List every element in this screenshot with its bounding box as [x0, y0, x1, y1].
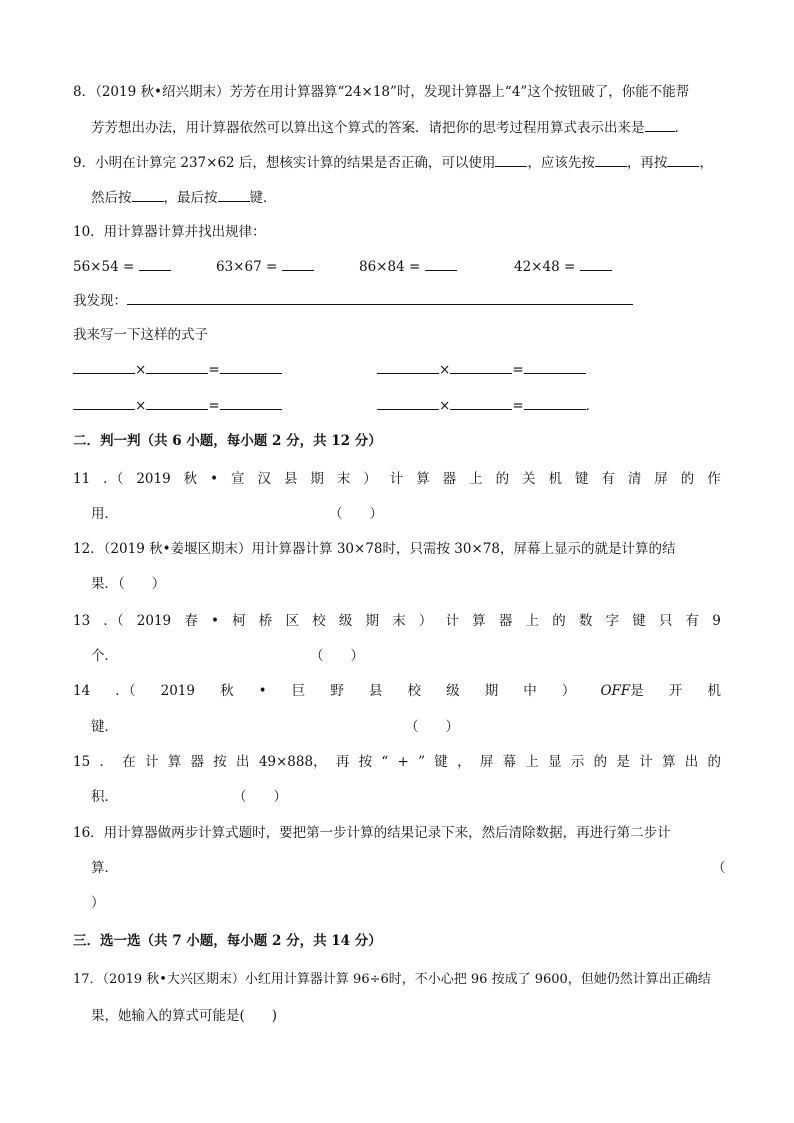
- q14-answer-paren[interactable]: （ ）: [405, 719, 459, 735]
- q15-token: 键: [434, 754, 448, 770]
- q10-blank-c3[interactable]: [220, 395, 282, 410]
- q14-token: 机: [707, 683, 721, 699]
- q14-token: •: [258, 683, 267, 699]
- q13-token: 计: [445, 613, 459, 629]
- q9-blank-third[interactable]: [132, 187, 164, 202]
- q11-token: 清: [627, 471, 642, 487]
- q15-token: 再: [335, 754, 350, 770]
- q10-title: 10．用计算器计算并找出规律：: [73, 224, 266, 240]
- q15-token: ”: [418, 754, 426, 770]
- q15-token: 屏: [479, 754, 494, 770]
- q13-token: 校: [312, 613, 326, 629]
- q11-token: 计: [389, 471, 404, 487]
- q11-token: 末: [336, 471, 351, 487]
- q14-token: 巨: [291, 683, 306, 699]
- q15-token: 出: [236, 754, 250, 770]
- q10-write-row2-right: [377, 395, 599, 416]
- q13-token: 期: [365, 613, 379, 629]
- q15-token: 的: [707, 754, 721, 770]
- q13-token: 末: [392, 613, 406, 629]
- q10-blank-b2[interactable]: [450, 359, 512, 374]
- q14-token: 校: [407, 683, 422, 699]
- q16-paren-open[interactable]: （: [712, 860, 726, 876]
- q15-token: 计: [144, 754, 159, 770]
- q14-line1: [73, 681, 721, 701]
- q16-line1: 16．用计算器做两步计算式题时，要把第一步计算的结果记录下来，然后清除数据，再进行第二步计: [73, 825, 671, 841]
- q14-token: 县: [368, 683, 383, 699]
- q10-found: [73, 290, 633, 311]
- q11-token: 的: [495, 471, 510, 487]
- q10-expr-2-text: 63×67 =: [216, 259, 278, 275]
- q14-line2: 键．: [91, 719, 118, 735]
- q14-token: 14: [73, 683, 91, 699]
- q10-blank-a3[interactable]: [220, 359, 282, 374]
- q13-token: 区: [285, 613, 299, 629]
- q9-text-7: 键．: [249, 190, 277, 206]
- q14-token: 开: [668, 683, 683, 699]
- q15-token: 器: [190, 754, 205, 770]
- q15-token: 49×888，: [258, 754, 327, 770]
- q15-token: ．: [99, 754, 113, 770]
- q15-token: +: [397, 754, 409, 770]
- q10-blank-d2[interactable]: [450, 395, 512, 410]
- q13-token: 器: [498, 613, 513, 629]
- q8-line2: [91, 117, 688, 138]
- q10-expr-1: [73, 256, 171, 277]
- q10-expr-4-text: 42×48 =: [514, 259, 576, 275]
- q15-token: 幕: [502, 754, 517, 770]
- q11-token: 秋: [183, 471, 198, 487]
- q13-token: 键: [632, 613, 646, 629]
- q9-text-4: ，: [699, 155, 713, 171]
- times-sign: ×: [439, 362, 451, 378]
- q15-line1: [73, 752, 721, 772]
- q13-token: ．（: [103, 613, 124, 629]
- q11-line2: 用．: [91, 506, 118, 522]
- q10-expr-2: [216, 256, 314, 277]
- q10-write-row2-left: [73, 395, 282, 416]
- q13-token: 的: [552, 613, 566, 629]
- q10-expr-1-blank[interactable]: [139, 256, 171, 271]
- q15-token: 是: [616, 754, 630, 770]
- equals-sign: =: [208, 398, 220, 414]
- q15-line2: 积．: [91, 789, 118, 805]
- q14-token: OFF是: [600, 683, 644, 699]
- q9-blank-first[interactable]: [595, 152, 627, 167]
- q13-token: 上: [525, 613, 540, 629]
- q10-blank-d1[interactable]: [377, 395, 439, 410]
- q10-blank-c2[interactable]: [146, 395, 208, 410]
- q11-token: 器: [442, 471, 457, 487]
- q11-token: 机: [548, 471, 562, 487]
- q13-line1: [73, 611, 721, 631]
- q15-token: 按: [358, 754, 373, 770]
- q11-token: 屏: [654, 471, 668, 487]
- q15-token: 上: [525, 754, 539, 770]
- section3-title: 三．选一选（共 7 小题，每小题 2 分，共 14 分）: [73, 933, 382, 949]
- q13-token: 春: [184, 613, 198, 629]
- q13-token: ）: [418, 613, 433, 629]
- times-sign: ×: [439, 398, 451, 414]
- q10-expr-3-text: 86×84 =: [359, 259, 421, 275]
- equals-sign: =: [512, 362, 524, 378]
- q10-expr-3: [359, 256, 457, 277]
- q15-token: 出: [684, 754, 699, 770]
- times-sign: ×: [135, 362, 147, 378]
- q13-answer-paren[interactable]: （ ）: [310, 648, 364, 664]
- q8-answer-blank[interactable]: [645, 117, 675, 132]
- q10-expr-4: [514, 256, 612, 277]
- q11-token: ．（: [103, 471, 124, 487]
- q14-token: 中: [523, 683, 537, 699]
- q10-found-label: 我发现：: [73, 293, 127, 309]
- q11-token: 键: [574, 471, 589, 487]
- q11-answer-paren[interactable]: （ ）: [329, 506, 383, 522]
- q9-text-6: ，最后按: [163, 190, 218, 206]
- q10-period: ．: [585, 398, 600, 414]
- q9-blank-last[interactable]: [218, 187, 250, 202]
- q11-token: 11: [73, 471, 91, 487]
- q15-token: 显: [548, 754, 562, 770]
- q10-expr-2-blank[interactable]: [282, 256, 314, 271]
- q13-token: •: [210, 613, 219, 629]
- q14-token: 2019: [160, 683, 195, 699]
- q16-line2: 算．: [91, 860, 118, 876]
- q15-token: 示: [570, 754, 585, 770]
- q13-token: 只: [658, 613, 673, 629]
- q14-token: 期: [484, 683, 499, 699]
- q10-found-blank[interactable]: [127, 290, 633, 305]
- q14-token: 野: [330, 683, 344, 699]
- q16-paren-close[interactable]: ）: [91, 895, 105, 911]
- q11-token: 的: [680, 471, 695, 487]
- q8-end: ．: [674, 120, 688, 136]
- q9-blank-second[interactable]: [667, 152, 699, 167]
- q15-token: 算: [661, 754, 676, 770]
- q10-expr-4-blank[interactable]: [580, 256, 612, 271]
- q9-blank-tool[interactable]: [495, 152, 527, 167]
- q10-blank-a2[interactable]: [146, 359, 208, 374]
- q15-token: 算: [167, 754, 182, 770]
- equals-sign: =: [512, 398, 524, 414]
- q14-token: 级: [446, 683, 460, 699]
- q10-blank-a1[interactable]: [73, 359, 135, 374]
- q15-token: “: [381, 754, 389, 770]
- q9-line1: [73, 152, 713, 173]
- q11-token: 有: [601, 471, 615, 487]
- q9-text-1: 9．小明在计算完 237×62 后，想核实计算的结果是否正确，可以使用: [73, 155, 496, 171]
- q11-line1: [73, 469, 721, 489]
- q15-token: ，: [457, 754, 471, 770]
- q13-token: 数: [578, 613, 593, 629]
- q17-line2[interactable]: 果，她输入的算式可能是( ): [91, 1008, 278, 1024]
- q13-token: 柯: [232, 613, 246, 629]
- q15-token: 按: [213, 754, 227, 770]
- q10-blank-b3[interactable]: [524, 359, 586, 374]
- q13-token: 桥: [258, 613, 273, 629]
- q13-token: 字: [605, 613, 620, 629]
- section2-title: 二．判一判（共 6 小题，每小题 2 分，共 12 分）: [73, 433, 382, 449]
- q12-line2[interactable]: 果．（ ）: [91, 576, 166, 592]
- q14-token: ）: [561, 683, 576, 699]
- q11-token: 期: [310, 471, 324, 487]
- q11-token: ）: [363, 471, 377, 487]
- q10-blank-d3[interactable]: [524, 395, 586, 410]
- q10-expr-1-text: 56×54 =: [73, 259, 135, 275]
- q10-expr-3-blank[interactable]: [425, 256, 457, 271]
- q12-line1: 12．（2019 秋•姜堰区期末）用计算器计算 30×78时，只需按 30×78，屏幕上显示的就是计算的结: [73, 541, 676, 557]
- q11-token: 作: [707, 471, 721, 487]
- q15-token: 计: [639, 754, 653, 770]
- q11-token: 2019: [136, 471, 171, 487]
- q13-token: 级: [338, 613, 353, 629]
- q14-token: ．（: [115, 683, 136, 699]
- q13-token: 2019: [136, 613, 172, 629]
- q14-token: 秋: [220, 683, 234, 699]
- q11-token: 关: [522, 471, 536, 487]
- q10-blank-b1[interactable]: [377, 359, 439, 374]
- q10-blank-c1[interactable]: [73, 395, 135, 410]
- q11-token: 宣: [231, 471, 245, 487]
- q8-line1: 8．（2019 秋•绍兴期末）芳芳在用计算器算“24×18”时，发现计算器上“4”这个按钮破了，你能不能帮: [73, 84, 690, 100]
- q10-write-row1-left: [73, 359, 282, 380]
- q9-text-5: 然后按: [91, 190, 132, 206]
- q8-text: 芳芳想出办法，用计算器依然可以算出这个算式的答案．请把你的思考过程用算式表示出来是: [91, 120, 645, 136]
- q9-text-2: ，应该先按: [527, 155, 595, 171]
- q11-token: •: [210, 471, 219, 487]
- q10-write-row1-right: [377, 359, 586, 380]
- q13-token: 13: [73, 613, 91, 629]
- q11-token: 汉: [257, 471, 271, 487]
- q13-token: 算: [472, 613, 486, 629]
- q15-token: 15: [73, 754, 91, 770]
- q11-token: 上: [469, 471, 483, 487]
- q13-token: 有: [685, 613, 700, 629]
- q11-token: 算: [416, 471, 430, 487]
- q10-write-label: 我来写一下这样的式子: [73, 327, 208, 343]
- times-sign: ×: [135, 398, 147, 414]
- q13-token: 9: [712, 613, 721, 629]
- q15-token: 在: [122, 754, 136, 770]
- q11-token: 县: [283, 471, 298, 487]
- q15-answer-paren[interactable]: （ ）: [233, 789, 287, 805]
- equals-sign: =: [208, 362, 220, 378]
- q13-line2: 个．: [91, 648, 118, 664]
- q17-line1: 17．（2019 秋•大兴区期末）小红用计算器计算 96÷6时，不小心把 96 按成了 9600，但她仍然计算出正确结: [73, 972, 711, 987]
- q9-text-3: ，再按: [626, 155, 668, 171]
- q15-token: 的: [593, 754, 608, 770]
- q9-line2: [91, 187, 277, 208]
